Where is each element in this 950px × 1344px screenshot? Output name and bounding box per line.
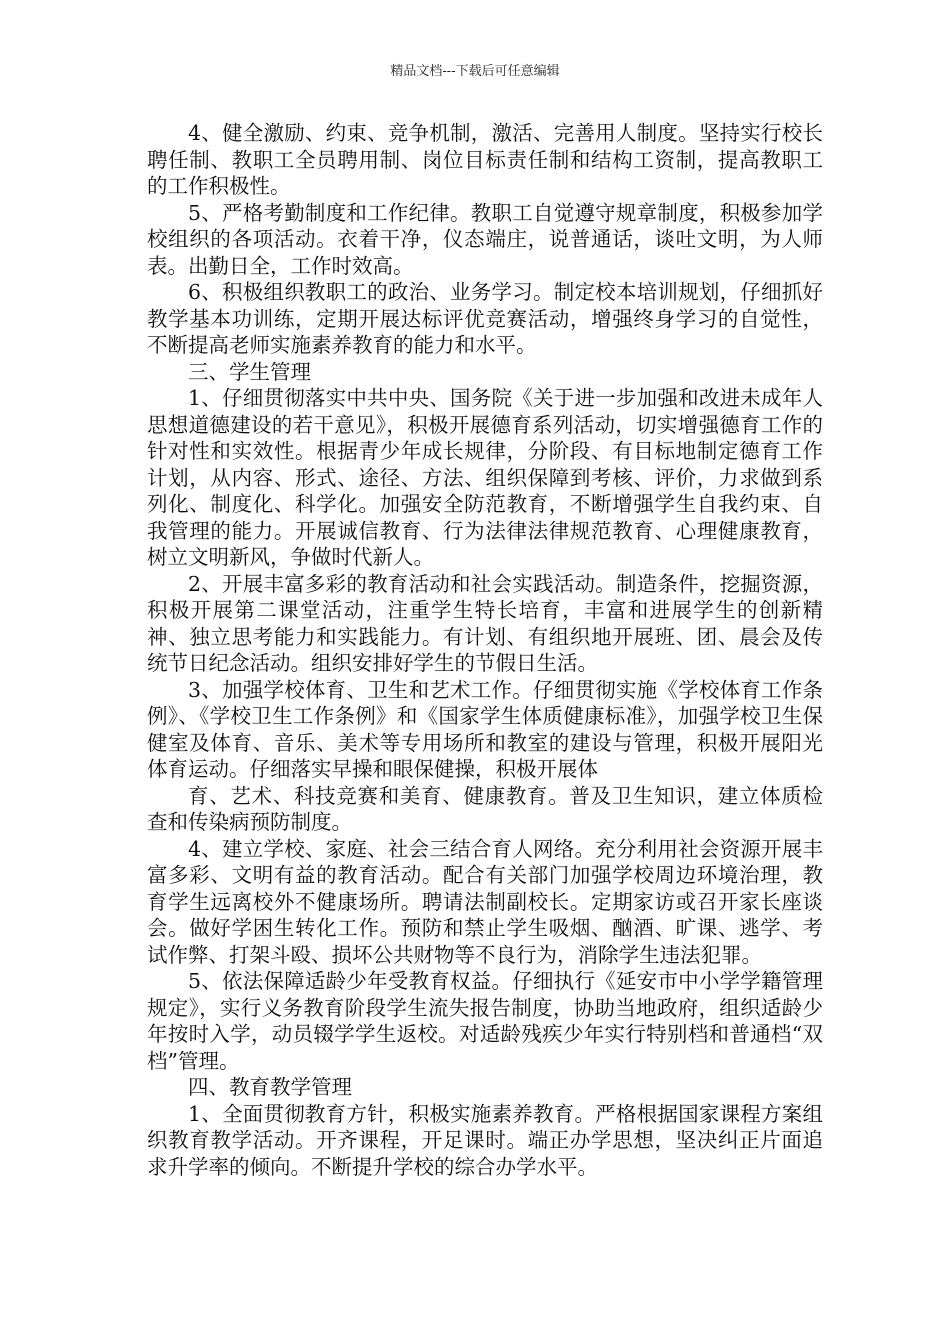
paragraph-student-3-sports-health: 3、加强学校体育、卫生和艺术工作。仔细贯彻实施《学校体育工作条例》、《学校卫生工作条例》和《国家学生体质健康标准》，加强学校卫生保健室及体育、音乐、美术等专用场所和教室的建设与管理，积极开展阳光体育运动。仔细落实早操和眼保健操，积极开展体 xyxy=(147,677,823,781)
paragraph-student-3-continued: 育、艺术、科技竞赛和美育、健康教育。普及卫生知识，建立体质检查和传染病预防制度。 xyxy=(147,783,823,834)
section-heading-student-management: 三、学生管理 xyxy=(188,359,311,384)
section-heading-teaching-management: 四、教育教学管理 xyxy=(188,1075,352,1099)
paragraph-item-6-study: 6、积极组织教职工的政治、业务学习。制定校本培训规划，仔细抓好教学基本功训练，定期开展达标评优竞赛活动，增强终身学习的自觉性，不断提高老师实施素养教育的能力和水平。 xyxy=(147,280,823,357)
paragraph-student-2-activities: 2、开展丰富多彩的教育活动和社会实践活动。制造条件，挖掘资源，积极开展第二课堂活动，注重学生特长培育，丰富和进展学生的创新精神、独立思考能力和实践能力。有计划、有组织地开展班、团、晨会及传统节日纪念活动。组织安排好学生的节假日生活。 xyxy=(147,571,823,675)
page-header: 精品文档---下载后可任意编辑 xyxy=(390,64,560,79)
paragraph-student-5-rights: 5、依法保障适龄少年受教育权益。仔细执行《延安市中小学学籍管理规定》，实行义务教育阶段学生流失报告制度，协助当地政府，组织适龄少年按时入学，动员辍学学生返校。对适龄残疾少年实行特别档和普通档“双档”管理。 xyxy=(147,969,823,1073)
paragraph-student-4-network: 4、建立学校、家庭、社会三结合育人网络。充分利用社会资源开展丰富多彩、文明有益的教育活动。配合有关部门加强学校周边环境治理，教育学生远离校外不健康场所。聘请法制副校长。定期家访或召开家长座谈会。做好学困生转化工作。预防和禁止学生吸烟、酗酒、旷课、逃学、考试作弊、打架斗殴、损坏公共财物等不良行为，消除学生违法犯罪。 xyxy=(147,836,823,967)
paragraph-item-4-incentive: 4、健全激励、约束、竞争机制，激活、完善用人制度。坚持实行校长聘任制、教职工全员聘用制、岗位目标责任制和结构工资制，提高教职工的工作积极性。 xyxy=(147,121,823,198)
document-body xyxy=(147,120,823,1180)
paragraph-student-1-moral-education: 1、仔细贯彻落实中共中央、国务院《关于进一步加强和改进未成年人思想道德建设的若干意见》，积极开展德育系列活动，切实增强德育工作的针对性和实效性。根据青少年成长规律，分阶段、有目标地制定德育工作计划，从内容、形式、途径、方法、组织保障到考核、评价，力求做到系列化、制度化、科学化。加强安全防范教育，不断增强学生自我约束、自我管理的能力。开展诚信教育、行为法律法律规范教育、心理健康教育，树立文明新风，争做时代新人。 xyxy=(147,386,823,569)
paragraph-teaching-1-quality-education: 1、全面贯彻教育方针，积极实施素养教育。严格根据国家课程方案组织教育教学活动。开齐课程，开足课时。端正办学思想，坚决纠正片面追求升学率的倾向。不断提升学校的综合办学水平。 xyxy=(147,1101,823,1179)
paragraph-item-5-attendance: 5、严格考勤制度和工作纪律。教职工自觉遵守规章制度，积极参加学校组织的各项活动。衣着干净，仪态端庄，说普通话，谈吐文明，为人师表。出勤日全，工作时效高。 xyxy=(147,200,823,278)
